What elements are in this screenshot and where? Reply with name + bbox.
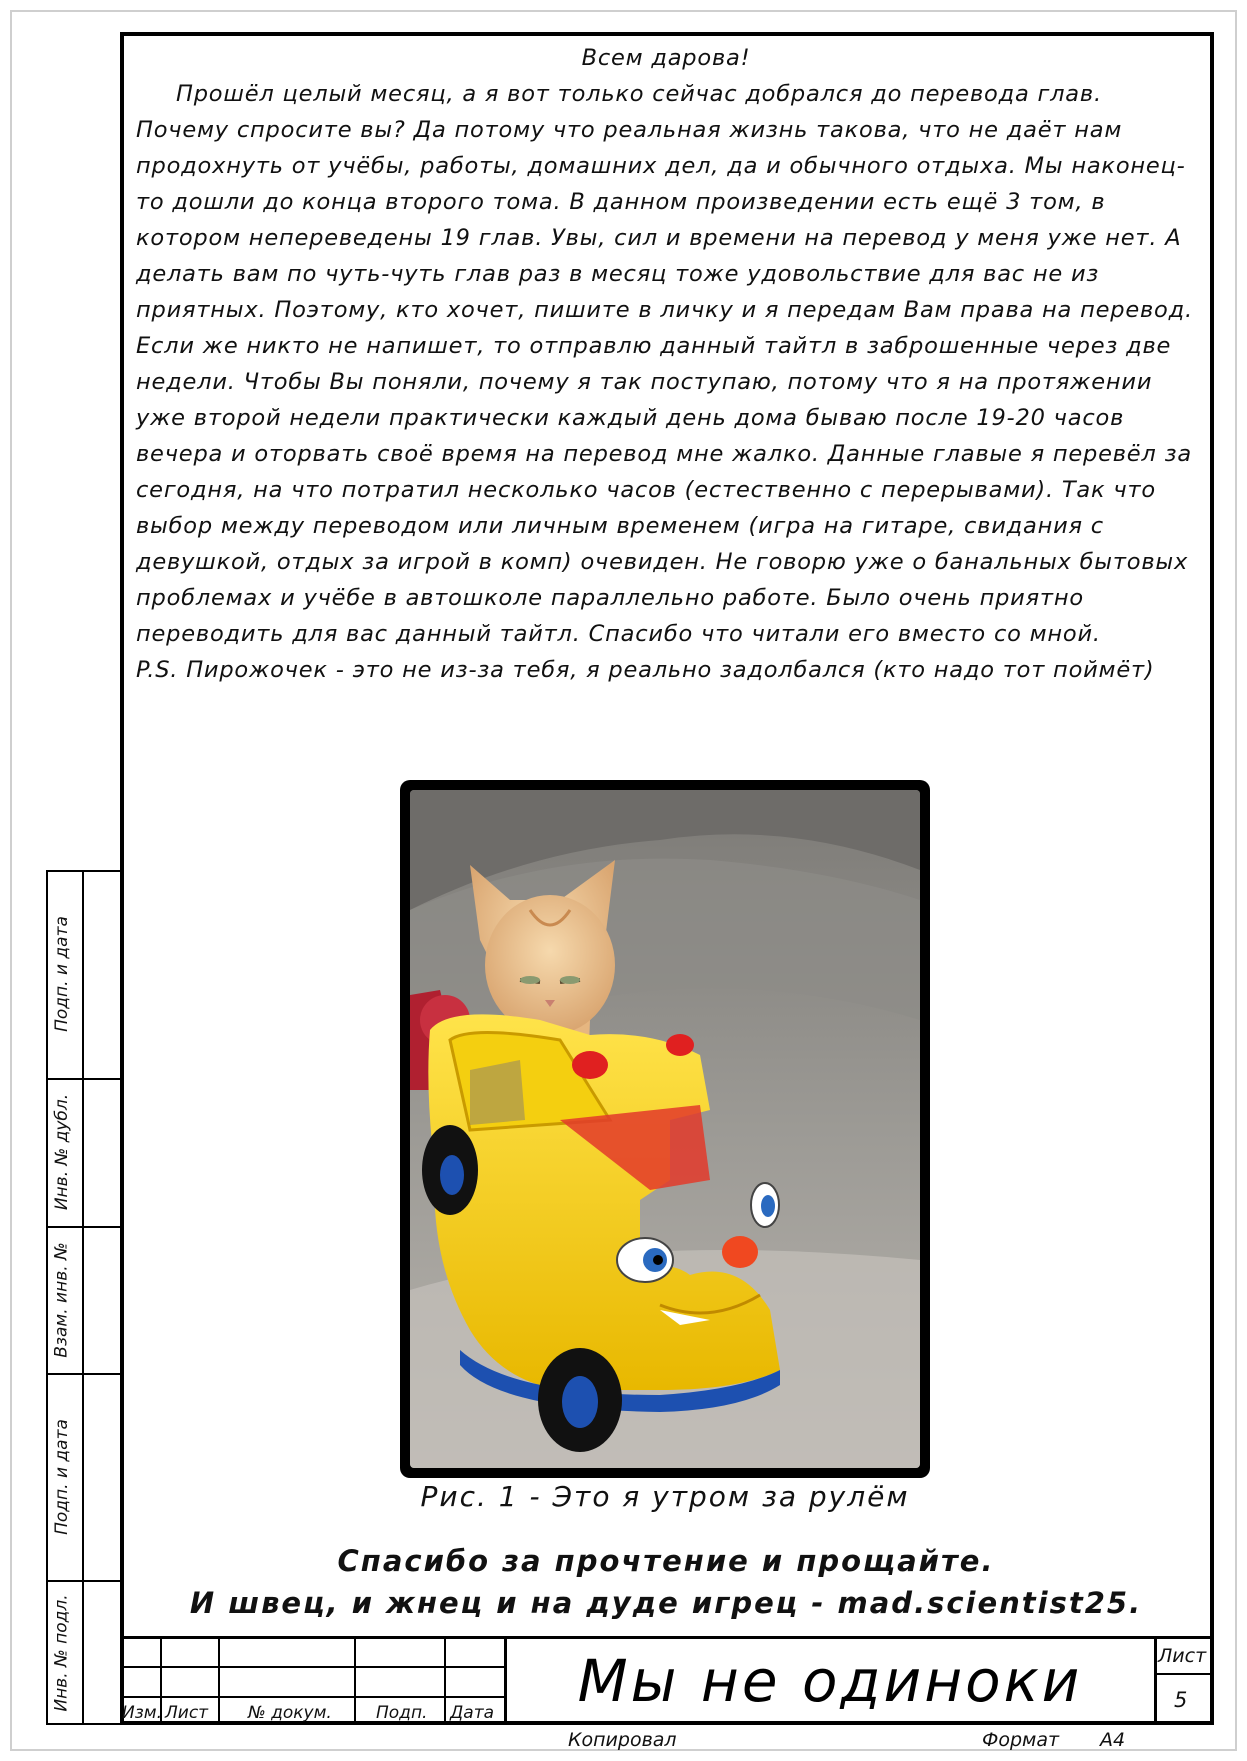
tb-col-list: Лист [165,1703,209,1723]
tb-line [504,1636,507,1725]
document-title: Мы не одиноки [577,1646,1083,1715]
tb-line [444,1636,446,1725]
side-label-sign-date-2: Подп. и дата [52,1418,72,1535]
tb-line [218,1636,220,1725]
side-label-replace-inv: Взам. инв. № [52,1241,72,1358]
tb-col-date: Дата [450,1703,495,1723]
tb-col-doc: № докум. [248,1703,332,1723]
closing-line-1: Спасибо за прочтение и прощайте. [337,1544,995,1578]
tb-line [1154,1673,1214,1675]
postscript: P.S. Пирожочек - это не из-за тебя, я реально задолбался (кто надо тот поймёт) [136,657,1155,683]
tb-line [354,1636,356,1725]
figure-caption: Рис. 1 - Это я утром за рулём [420,1480,910,1513]
tb-col-izm: Изм. [122,1703,162,1723]
closing-text [136,1540,1196,1624]
main-paragraph: Прошёл целый месяц, а я вот только сейчас добрался до перевода глав. Почему спросите вы? Да потому что реальная жизнь такова, что не даёт нам продохнуть от учёбы, работы, домашних дел, да и обычного отдыха. Мы наконец-то дошли до конца второго тома. В данном произведении есть ещё 3 том, в котором непереведены 19 глав. Увы, сил и времени на перевод у меня уже нет. А делать вам по чуть-чуть глав раз в месяц тоже удовольствие для вас не из приятных. Поэтому, кто хочет, пишите в личку и я передам Вам права на перевод. Если же никто не напишет, то отправлю данный тайтл в заброшенные через две недели. Чтобы Вы поняли, почему я так поступаю, потому что я на протяжении уже второй недели практически каждый день дома бываю после 19-20 часов вечера и оторвать своё время на перевод мне жалко. Данные главые я перевёл за сегодня, на что потратил несколько часов (естественно с перерывами). Так что выбор между переводом или личным временем (игра на гитаре, свидания с девушкой, отдых за игрой в комп) очевиден. Не говорю уже о банальных бытовых проблемах и учёбе в автошколе параллельно работе. Было очень приятно переводить для вас данный тайтл. Спасибо что читали его вместо со мной. [136,81,1193,647]
format-value: А4 [1100,1729,1126,1751]
copied-by-label: Копировал [568,1729,677,1751]
tb-line [120,1696,504,1698]
document-body [136,40,1196,688]
kitten-in-toy-car-photo [410,790,920,1468]
closing-line-2: И швец, и жнец и на дуде игрец - mad.scientist25. [189,1586,1143,1620]
side-label-orig-inv: Инв. № подл. [52,1593,73,1712]
side-label-dup-inv: Инв. № дубл. [52,1093,72,1211]
format-label: Формат [982,1729,1060,1751]
side-label-sign-date-1: Подп. и дата [52,916,72,1032]
sheet-label: Лист [1158,1645,1207,1667]
greeting: Всем дарова! [581,45,751,71]
sheet-number: 5 [1174,1688,1188,1712]
tb-col-sign: Подп. [376,1703,428,1723]
tb-line [1154,1636,1157,1725]
side-strip [46,870,122,1725]
side-strip-divider [82,870,84,1725]
figure-frame [400,780,930,1478]
tb-line [120,1666,504,1668]
